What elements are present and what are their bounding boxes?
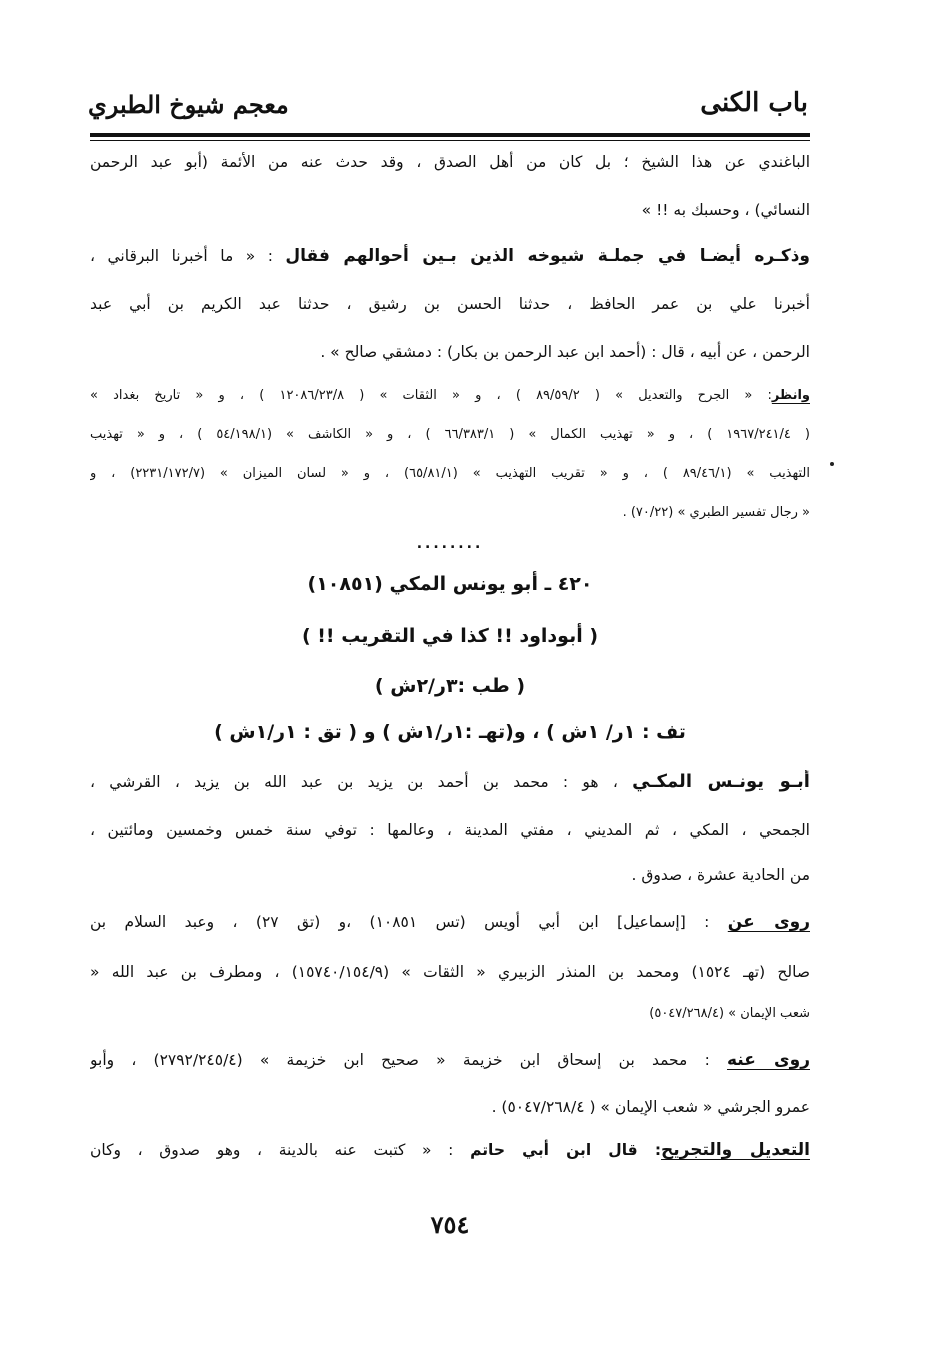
section-label: روى عن (727, 912, 810, 932)
page-number: ٧٥٤ (430, 1210, 470, 1239)
running-header (88, 88, 808, 130)
header-rule-thick (90, 133, 810, 137)
margin-dot (830, 462, 834, 466)
text-line: صالح (تهـ ١٥٢٤) ومحمد بن المنذر الزبيري « الثقات » (١٥٧٤٠/١٥٤/٩) ، ومطرف بن عبد الله « (90, 963, 810, 981)
header-rule-thin (90, 140, 810, 141)
text-line (90, 910, 810, 934)
text-line: من الحادية عشرة ، صدوق . (631, 866, 810, 884)
section-label: التعديل والتجريح (661, 1140, 810, 1160)
text-line: الباغندي عن هذا الشيخ ؛ بل كان من أهل الصدق ، وقد حدث عنه من الأئمة (أبو عبد الرحمن (90, 153, 810, 171)
reference-label: وانظر (771, 388, 810, 403)
entry-note: ( أبوداود !! كذا في التقريب !! ) (301, 625, 599, 647)
text-line (90, 244, 810, 268)
text-segment: ، هو : محمد بن أحمد بن يزيد بن عبد الله بن يزيد ، القرشي ، (90, 773, 633, 791)
text-line: أخبرنا علي بن عمر الحافظ ، حدثنا الحسن بن رشيق ، حدثنا عبد الكريم بن أبي عبد (90, 295, 810, 313)
text-segment: : « الجرح والتعديل » ( ٨٩/٥٩/٢ ) ، و « الثقات » ( ١٢٠٨٦/٢٣/٨ ) ، و « تاريخ بغداد » (90, 388, 772, 403)
text-segment: : « ما أخبرنا البرقاني ، (90, 247, 286, 265)
text-segment: : [إسماعيل] ابن أبي أويس (تس ١٠٨٥١) ،و (تق ٢٧) ، وعبد السلام بن (90, 913, 728, 931)
chapter-title: باب الكنى (700, 88, 808, 118)
text-line: الرحمن ، عن أبيه ، قال : (أحمد ابن عبد الرحمن بن بكار) : دمشقي صالح » . (320, 343, 810, 361)
bold-phrase: وذكـره أيضـا في جملـة شيوخه الذين بـين أحوالهم فقال (285, 246, 810, 266)
reference-line (90, 384, 810, 408)
text-line: شعب الإيمان » (٥٠٤٧/٢٦٨/٤) (649, 1006, 810, 1021)
entry-title: ٤٢٠ ـ أبو يونس المكي (١٠٨٥١) (307, 573, 593, 595)
text-line: عمرو الجرشي « شعب الإيمان » ( ٥٠٤٧/٢٦٨/٤) . (491, 1098, 810, 1116)
text-segment: : « كتبت عنه بالدينة ، وهو صدوق ، وكان (90, 1141, 471, 1159)
text-line (90, 1048, 810, 1072)
entry-code: ( طب :٣ر/٢ش ) (374, 675, 526, 697)
reference-line: ( ١٩٦٧/٢٤١/٤ ) ، و « تهذيب الكمال » ( ٦٦/٣٨٣/١ ) ، و « الكاشف » (٥٤/١٩٨/١ ) ، و « تهذيب (90, 427, 810, 442)
bold-phrase: : قال ابن أبي حاتم (470, 1141, 662, 1159)
section-label: روى عنه (727, 1050, 810, 1070)
reference-line: « رجال تفسير الطبري » (٧٠/٢٢) . (622, 505, 810, 520)
text-line (90, 1138, 810, 1162)
text-line (90, 770, 810, 794)
reference-line: التهذيب » (٨٩/٤٦/١ ) ، و « تقريب التهذيب » (٦٥/٨١/١) ، و « لسان الميزان » (٢٢٣١/١٧٢/٧) ، و (90, 466, 810, 481)
text-segment: : محمد بن إسحاق ابن خزيمة « صحيح ابن خزيمة » (٢٧٩٢/٢٤٥/٤) ، وأبو (90, 1051, 727, 1069)
entry-code: تف : ١ر/ ١ش ) ، و(تهـ :١ر/١ش ) و ( تق : ١ر/١ش ) (214, 721, 686, 743)
section-separator: ........ (416, 536, 484, 552)
text-line: النسائي) ، وحسبك به !! » (641, 201, 810, 219)
bold-phrase: أبـو يونـس المكـي (632, 771, 810, 792)
text-line: الجمحي ، المكي ، ثم المديني ، مفتي المدينة ، وعالمها : توفي سنة خمس وخمسين ومائتين ، (90, 821, 810, 839)
book-title: معجم شيوخ الطبري (88, 90, 289, 119)
